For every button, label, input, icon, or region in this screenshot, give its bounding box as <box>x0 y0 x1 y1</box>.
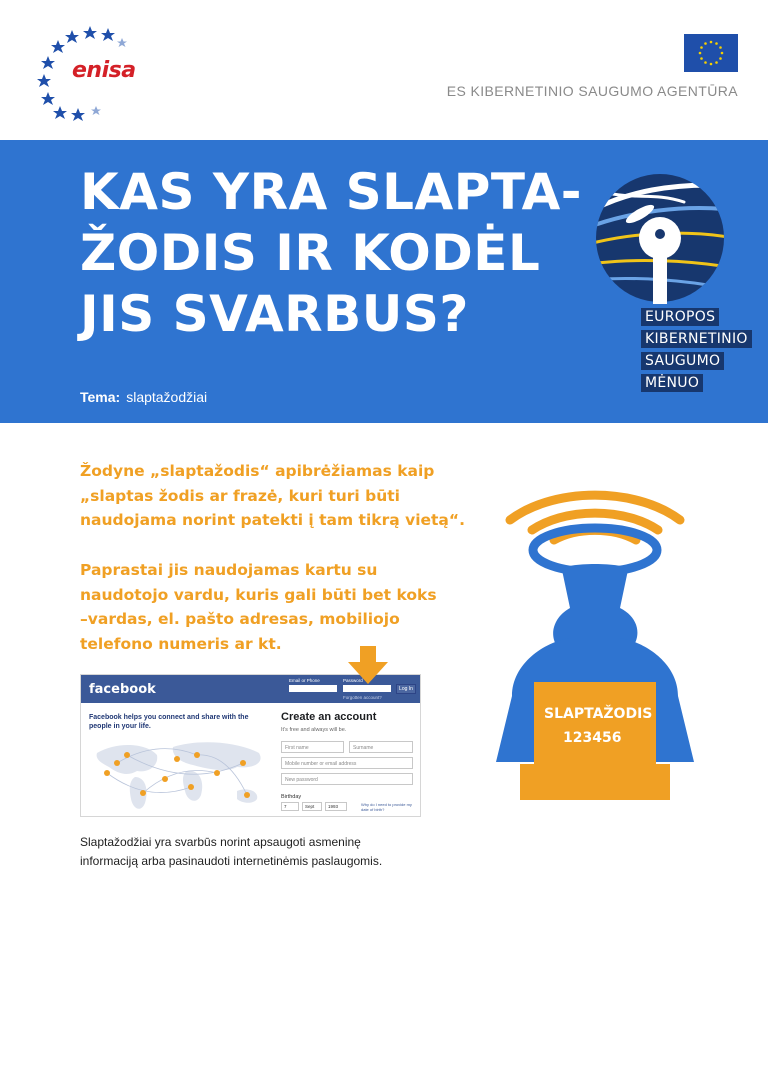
arrow-down-icon <box>348 646 388 684</box>
paragraph-line: Žodyne „slaptažodis“ apibrėžiamas kaip <box>80 462 435 480</box>
email-label: Email or Phone <box>289 678 320 683</box>
first-name-field[interactable]: First name <box>281 741 344 753</box>
birthday-label: Birthday <box>281 794 302 800</box>
enisa-logo-text: enisa <box>72 58 136 83</box>
cybersecurity-month-badge-icon <box>594 172 726 304</box>
login-button[interactable]: Log In <box>396 684 416 694</box>
eu-flag-icon <box>684 34 738 72</box>
cybersecurity-month-label <box>641 308 752 396</box>
caption <box>80 833 410 871</box>
title-line: JIS SVARBUS? <box>80 285 469 343</box>
mobile-email-field[interactable]: Mobile number or email address <box>281 757 413 769</box>
title-line: ŽODIS IR KODĖL <box>80 224 541 282</box>
paragraph-line: „slaptas žodis ar frazė, kuri turi būti <box>80 486 400 505</box>
email-field[interactable] <box>289 685 337 692</box>
facebook-logo: facebook <box>89 682 156 697</box>
paragraph-line: Paprastai jis naudojamas kartu su <box>80 561 378 579</box>
topic-line <box>80 389 207 405</box>
paragraph-line: –vardas, el. pašto adresas, mobiliojo <box>80 610 400 628</box>
topic-label: Tema: <box>80 389 121 405</box>
paragraph-line: naudotojo vardu, kuris gali būti bet koks <box>80 585 437 604</box>
page-title <box>80 162 600 345</box>
year-select[interactable]: 1993 <box>325 802 347 811</box>
password-field[interactable] <box>343 685 391 692</box>
caption-line: informaciją arba pasinaudoti internetinėmis paslaugomis. <box>80 854 383 868</box>
topic-value: slaptažodžiai <box>126 389 208 405</box>
world-map-icon <box>87 733 273 817</box>
password-card-title: SLAPTAŽODIS <box>544 706 653 722</box>
agency-name: ES KIBERNETINIO SAUGUMO AGENTŪRA <box>446 83 738 99</box>
facebook-tagline: Facebook helps you connect and share with the people in your life. <box>89 714 249 730</box>
day-select[interactable]: 7 <box>281 802 299 811</box>
birthday-why-link[interactable]: Why do I need to provide my date of birth? <box>361 802 412 812</box>
definition-paragraph <box>80 459 465 533</box>
facebook-login-screenshot <box>80 674 421 817</box>
password-card-value: 123456 <box>563 730 622 746</box>
month-label-line: KIBERNETINIO <box>641 330 752 348</box>
paragraph-line: telefono numeris ar kt. <box>80 634 282 653</box>
month-label-line: EUROPOS <box>641 308 719 326</box>
forgot-account-link[interactable]: Forgotten account? <box>343 695 382 700</box>
caption-line: Slaptažodžiai yra svarbūs norint apsaugoti asmeninę <box>80 835 361 849</box>
free-note: It’s free and always will be. <box>281 727 347 733</box>
title-line: KAS YRA SLAPTA- <box>80 163 583 221</box>
month-select[interactable]: Sept <box>302 802 322 811</box>
month-label-line: SAUGUMO <box>641 352 724 370</box>
usage-paragraph <box>80 558 440 656</box>
person-password-illustration <box>470 450 720 810</box>
month-label-line: MĖNUO <box>641 374 703 392</box>
password-label: Password <box>343 678 363 683</box>
new-password-field[interactable]: New password <box>281 773 413 785</box>
create-account-title: Create an account <box>281 711 377 723</box>
surname-field[interactable]: Surname <box>349 741 413 753</box>
paragraph-line: naudojama norint patekti į tam tikrą vietą“. <box>80 511 465 529</box>
